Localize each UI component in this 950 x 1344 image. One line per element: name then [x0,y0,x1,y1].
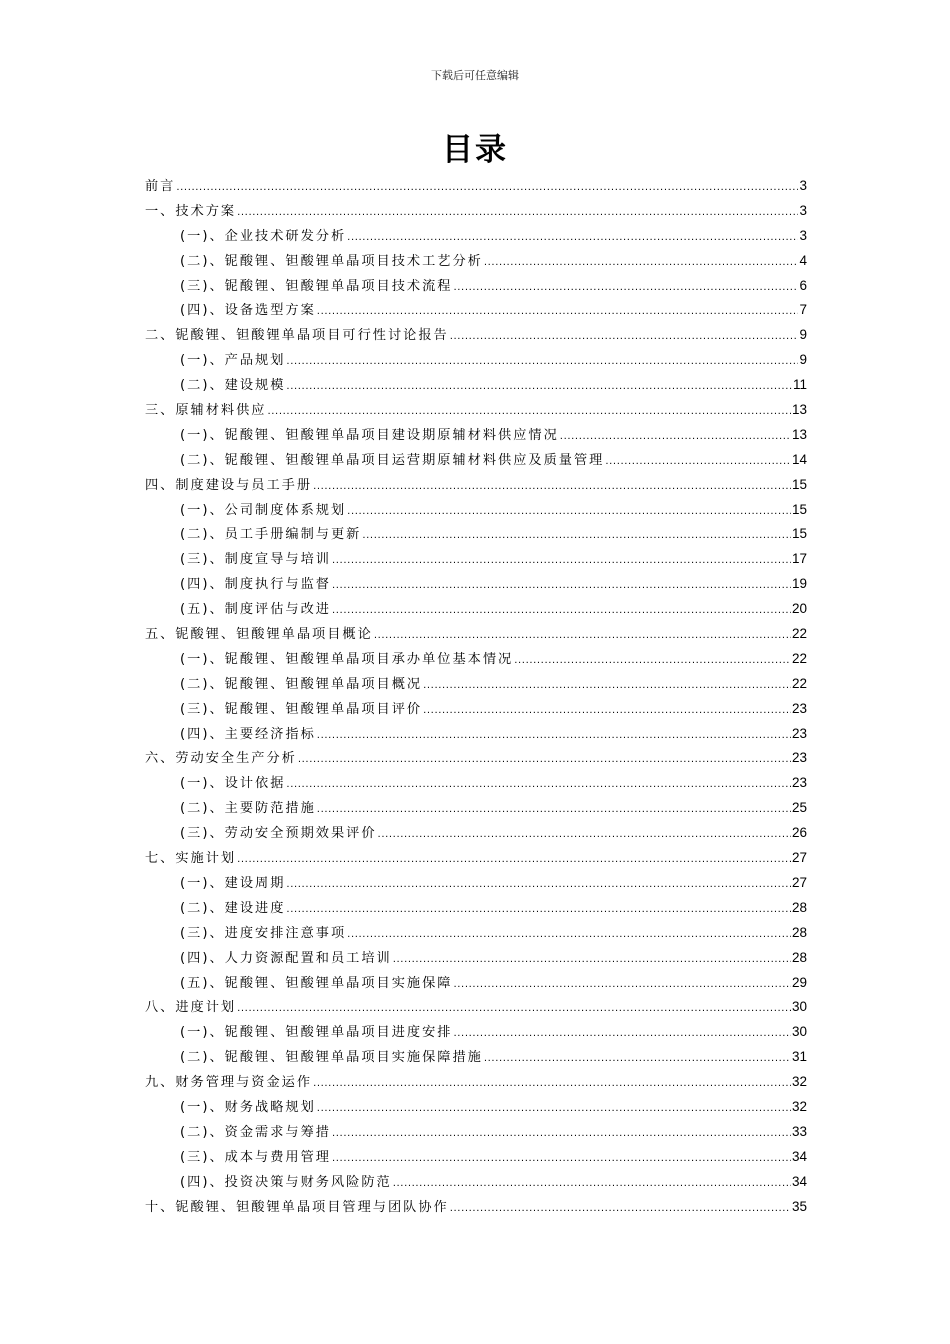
toc-entry[interactable] [145,224,807,249]
toc-leader-dots [453,973,790,998]
toc-leader-dots [313,475,791,500]
toc-entry[interactable] [145,896,807,921]
toc-entry[interactable] [145,1095,807,1120]
toc-entry-page: 22 [791,626,807,642]
toc-entry[interactable] [145,871,807,896]
toc-entry[interactable] [145,672,807,697]
toc-entry[interactable] [145,946,807,971]
toc-entry-label: (四)、设备选型方案 [180,303,316,319]
toc-leader-dots [332,599,791,624]
toc-entry[interactable] [145,821,807,846]
toc-entry-label: 二、铌酸锂、钽酸锂单晶项目可行性讨论报告 [145,328,449,344]
toc-entry-page: 28 [791,949,807,965]
toc-entry[interactable] [145,522,807,547]
toc-entry-label: (二)、铌酸锂、钽酸锂单晶项目技术工艺分析 [180,253,483,269]
toc-entry[interactable] [145,298,807,323]
toc-entry[interactable] [145,423,807,448]
toc-entry-page: 30 [791,1024,807,1040]
toc-entry[interactable] [145,846,807,871]
toc-entry-label: (一)、铌酸锂、钽酸锂单晶项目承办单位基本情况 [180,651,514,667]
toc-entry[interactable] [145,622,807,647]
toc-entry-page: 28 [791,899,807,915]
toc-entry-page: 15 [791,476,807,492]
toc-entry-label: 三、原辅材料供应 [145,403,267,419]
toc-leader-dots [453,276,798,301]
toc-leader-dots [347,226,798,251]
toc-entry-label: (二)、铌酸锂、钽酸锂单晶项目运营期原辅材料供应及质量管理 [180,452,605,468]
toc-leader-dots [268,400,791,425]
toc-entry-page: 20 [791,601,807,617]
toc-entry-label: (二)、铌酸锂、钽酸锂单晶项目概况 [180,676,423,692]
toc-entry-page: 3 [799,202,807,218]
toc-leader-dots [605,450,791,475]
toc-leader-dots [317,300,799,325]
toc-entry-page: 3 [799,227,807,243]
toc-entry-page: 23 [791,725,807,741]
toc-entry[interactable] [145,448,807,473]
toc-entry-label: 五、铌酸锂、钽酸锂单晶项目概论 [145,627,373,643]
toc-entry[interactable] [145,373,807,398]
toc-leader-dots [237,997,791,1022]
toc-entry-page: 19 [791,576,807,592]
toc-leader-dots [317,798,791,823]
toc-entry-page: 32 [791,1098,807,1114]
toc-entry-page: 13 [791,402,807,418]
toc-entry-label: (三)、劳动安全预期效果评价 [180,826,377,842]
toc-entry-page: 3 [799,178,807,193]
toc-entry-page: 34 [791,1173,807,1189]
toc-leader-dots [317,724,791,749]
toc-entry[interactable] [145,746,807,771]
toc-entry-page: 7 [799,302,807,318]
toc-entry-page: 30 [791,999,807,1015]
toc-entry-label: (二)、铌酸锂、钽酸锂单晶项目实施保障措施 [180,1050,483,1066]
toc-leader-dots [176,176,798,201]
toc-entry-label: (一)、产品规划 [180,353,286,369]
toc-entry[interactable] [145,1170,807,1195]
toc-entry-page: 27 [791,850,807,866]
toc-entry-label: (三)、制度宣导与培训 [180,552,331,568]
toc-entry-page: 33 [791,1123,807,1139]
table-of-contents [145,174,807,1219]
toc-entry[interactable] [145,995,807,1020]
toc-leader-dots [286,350,798,375]
toc-entry-label: (四)、主要经济指标 [180,726,316,742]
toc-leader-dots [362,524,791,549]
toc-entry-page: 35 [791,1198,807,1214]
toc-leader-dots [393,1172,791,1197]
toc-entry-label: 六、劳动安全生产分析 [145,751,297,767]
toc-entry[interactable] [145,348,807,373]
toc-entry-label: (三)、铌酸锂、钽酸锂单晶项目评价 [180,701,423,717]
toc-entry-label: 七、实施计划 [145,851,237,867]
toc-entry[interactable] [145,249,807,274]
toc-entry-page: 17 [791,551,807,567]
toc-entry-label: (三)、进度安排注意事项 [180,925,347,941]
toc-entry-page: 4 [799,252,807,268]
toc-entry-label: (五)、铌酸锂、钽酸锂单晶项目实施保障 [180,975,453,991]
toc-leader-dots [560,425,791,450]
toc-entry-label: (二)、资金需求与筹措 [180,1124,331,1140]
toc-entry-label: (二)、员工手册编制与更新 [180,527,362,543]
toc-leader-dots [423,699,791,724]
toc-entry[interactable] [145,1120,807,1145]
toc-entry[interactable] [145,274,807,299]
toc-entry[interactable] [145,323,807,348]
toc-entry-label: 十、铌酸锂、钽酸锂单晶项目管理与团队协作 [145,1199,449,1215]
toc-leader-dots [286,873,791,898]
toc-entry-label: (二)、建设规模 [180,378,286,394]
toc-entry-page: 15 [791,501,807,517]
toc-leader-dots [286,375,792,400]
toc-entry[interactable] [145,572,807,597]
toc-entry[interactable] [145,1020,807,1045]
toc-entry[interactable] [145,174,807,199]
toc-leader-dots [347,500,791,525]
toc-entry-label: (二)、建设进度 [180,900,286,916]
toc-entry-label: (一)、铌酸锂、钽酸锂单晶项目进度安排 [180,1025,453,1041]
toc-leader-dots [450,325,799,350]
toc-entry-page: 23 [791,775,807,791]
toc-leader-dots [450,1197,791,1222]
toc-entry-page: 22 [791,675,807,691]
toc-entry[interactable] [145,697,807,722]
toc-leader-dots [423,674,791,699]
toc-entry[interactable] [145,1045,807,1070]
toc-leader-dots [374,624,791,649]
toc-entry-label: (四)、制度执行与监督 [180,577,331,593]
toc-entry-page: 11 [792,377,807,393]
toc-entry-page: 29 [791,974,807,990]
toc-entry-page: 14 [791,451,807,467]
toc-leader-dots [332,1147,791,1172]
toc-entry-page: 31 [791,1049,807,1065]
toc-entry[interactable] [145,771,807,796]
toc-entry-label: (五)、制度评估与改进 [180,602,331,618]
toc-entry-label: 一、技术方案 [145,203,237,219]
toc-entry-page: 13 [791,426,807,442]
toc-entry-label: 八、进度计划 [145,1000,237,1016]
toc-leader-dots [453,1022,790,1047]
toc-entry-label: (一)、公司制度体系规划 [180,502,347,518]
toc-entry[interactable] [145,722,807,747]
toc-entry-label: (二)、主要防范措施 [180,801,316,817]
toc-leader-dots [286,773,791,798]
header-note: 下载后可任意编辑 [431,69,519,82]
toc-entry-page: 32 [791,1074,807,1090]
toc-entry-page: 9 [799,327,807,343]
toc-entry[interactable] [145,1145,807,1170]
toc-entry-label: (一)、财务战略规划 [180,1099,316,1115]
toc-leader-dots [332,1122,791,1147]
toc-entry[interactable] [145,547,807,572]
toc-entry-label: (三)、铌酸锂、钽酸锂单晶项目技术流程 [180,278,453,294]
toc-entry-label: 九、财务管理与资金运作 [145,1075,313,1091]
toc-leader-dots [332,574,791,599]
toc-entry-page: 15 [791,526,807,542]
toc-leader-dots [484,251,799,276]
page-title: 目录 [442,132,508,168]
toc-leader-dots [347,923,791,948]
toc-entry-label: 前言 [145,179,176,194]
toc-leader-dots [514,649,791,674]
toc-leader-dots [393,948,791,973]
toc-leader-dots [286,898,791,923]
toc-entry[interactable] [145,921,807,946]
toc-entry[interactable] [145,199,807,224]
toc-entry[interactable] [145,796,807,821]
toc-leader-dots [313,1072,791,1097]
toc-entry[interactable] [145,473,807,498]
toc-entry[interactable] [145,498,807,523]
toc-entry-page: 23 [791,750,807,766]
toc-entry-page: 34 [791,1148,807,1164]
toc-entry-label: (四)、投资决策与财务风险防范 [180,1174,392,1190]
toc-leader-dots [317,1097,791,1122]
toc-entry-page: 27 [791,874,807,890]
toc-entry-page: 26 [791,825,807,841]
toc-entry-label: (四)、人力资源配置和员工培训 [180,950,392,966]
toc-leader-dots [484,1047,791,1072]
toc-entry-page: 23 [791,700,807,716]
toc-entry[interactable] [145,398,807,423]
toc-leader-dots [237,201,798,226]
toc-entry[interactable] [145,647,807,672]
toc-entry-label: 四、制度建设与员工手册 [145,477,313,493]
toc-leader-dots [237,848,791,873]
toc-entry[interactable] [145,1070,807,1095]
toc-entry-label: (一)、铌酸锂、钽酸锂单晶项目建设期原辅材料供应情况 [180,427,559,443]
toc-entry-page: 9 [799,352,807,368]
toc-entry-page: 22 [791,650,807,666]
toc-entry-label: (三)、成本与费用管理 [180,1149,331,1165]
toc-entry-label: (一)、企业技术研发分析 [180,228,347,244]
toc-leader-dots [378,823,791,848]
toc-entry[interactable] [145,597,807,622]
toc-entry-page: 6 [799,277,807,293]
toc-entry-page: 25 [791,800,807,816]
toc-leader-dots [298,748,791,773]
toc-entry[interactable] [145,971,807,996]
toc-entry[interactable] [145,1195,807,1220]
toc-entry-label: (一)、设计依据 [180,776,286,792]
toc-entry-label: (一)、建设周期 [180,875,286,891]
toc-leader-dots [332,549,791,574]
toc-entry-page: 28 [791,924,807,940]
